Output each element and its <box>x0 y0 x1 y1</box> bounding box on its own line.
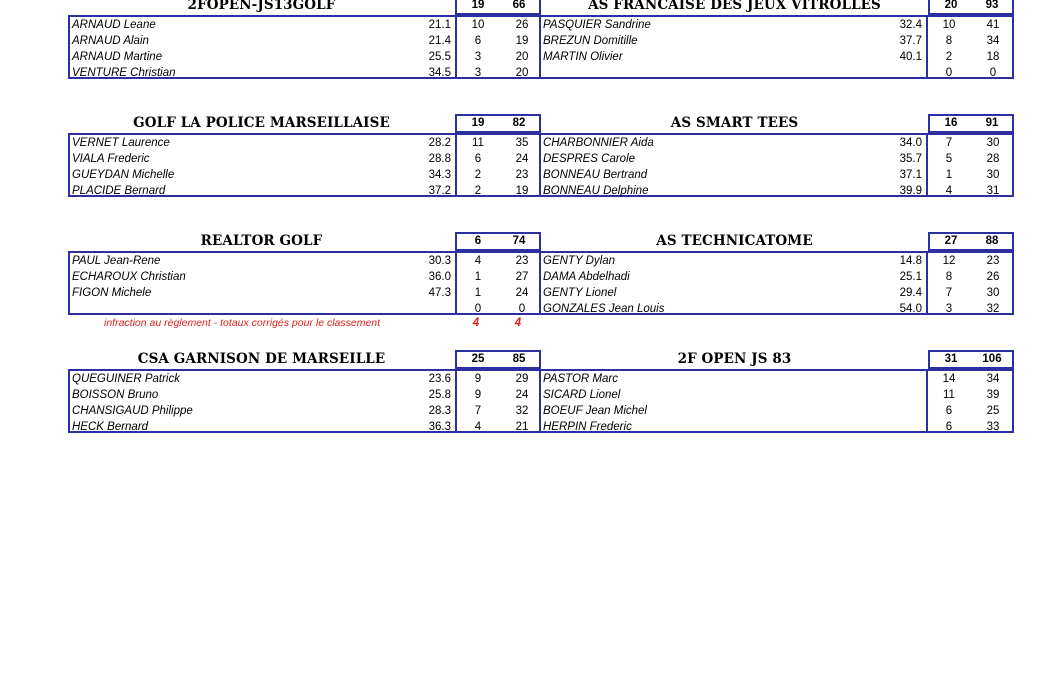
player-handicap: 29.4 <box>899 287 922 299</box>
player-score: 11 <box>472 137 484 149</box>
player-score: 0 <box>945 67 953 79</box>
player-table <box>68 369 541 433</box>
player-points: 25 <box>986 405 1000 417</box>
player-points: 41 <box>986 19 1000 31</box>
penalty-note: infraction au règlement - totaux corrigés pour le classement <box>104 317 381 329</box>
team-name: CSA GARNISON DE MARSEILLE <box>137 351 386 367</box>
team-name: AS FRANCAISE DES JEUX VITROLLES <box>588 0 881 13</box>
player-name: PASQUIER Sandrine <box>543 19 651 31</box>
player-handicap: 54.0 <box>899 303 922 315</box>
player-points: 35 <box>515 137 529 149</box>
player-points: 19 <box>515 185 529 197</box>
player-handicap: 35.7 <box>899 153 922 165</box>
player-name: FIGON Michele <box>72 287 152 299</box>
player-points: 27 <box>515 271 529 283</box>
player-name: BONNEAU Delphine <box>543 185 649 197</box>
player-name: ARNAUD Alain <box>72 35 149 47</box>
player-points: 0 <box>518 303 526 315</box>
player-points: 34 <box>986 373 1000 385</box>
player-handicap: 14.8 <box>899 255 922 267</box>
player-name: BREZUN Domitille <box>543 35 638 47</box>
player-score: 1 <box>474 287 482 299</box>
player-score: 2 <box>945 51 953 63</box>
player-score: 9 <box>474 373 482 385</box>
player-name: ARNAUD Martine <box>72 51 163 63</box>
player-points: 26 <box>515 19 529 31</box>
team-name: 2FOPEN-JS13GOLF <box>187 0 336 13</box>
player-name: MARTIN Olivier <box>543 51 623 63</box>
player-name: BONNEAU Bertrand <box>543 169 648 181</box>
player-score: 0 <box>474 303 482 315</box>
player-score: 4 <box>945 185 953 197</box>
player-score: 3 <box>474 51 482 63</box>
player-score: 6 <box>945 421 953 433</box>
player-row <box>70 18 539 34</box>
player-row <box>70 254 539 270</box>
player-handicap: 28.2 <box>428 137 451 149</box>
player-score: 5 <box>945 153 953 165</box>
team-score-box <box>928 350 1014 369</box>
team-score-box <box>455 0 541 15</box>
player-row <box>541 34 1010 50</box>
player-name: DAMA Abdelhadi <box>543 271 630 283</box>
team-score: 25 <box>471 353 485 365</box>
player-name: VIALA Frederic <box>72 153 150 165</box>
player-row <box>70 66 539 82</box>
player-points: 20 <box>515 51 529 63</box>
player-row <box>541 152 1010 168</box>
player-row <box>541 184 1010 200</box>
player-points: 24 <box>515 153 529 165</box>
player-points: 0 <box>989 67 997 79</box>
player-points: 39 <box>986 389 1000 401</box>
player-handicap: 25.1 <box>899 271 922 283</box>
player-name: GENTY Dylan <box>543 255 616 267</box>
team-name: AS TECHNICATOME <box>656 233 813 249</box>
player-table <box>68 15 541 79</box>
player-handicap: 28.3 <box>428 405 451 417</box>
team-score-box <box>455 114 541 133</box>
player-score: 6 <box>474 35 482 47</box>
player-row <box>70 286 539 302</box>
player-name: PAUL Jean-Rene <box>72 255 161 267</box>
player-table <box>68 251 541 315</box>
player-name: CHARBONNIER Aida <box>543 137 654 149</box>
player-row <box>70 388 539 404</box>
player-row <box>70 184 539 200</box>
player-name: GENTY Lionel <box>543 287 617 299</box>
player-points: 32 <box>986 303 1000 315</box>
player-points: 30 <box>986 287 1000 299</box>
player-row <box>541 254 1010 270</box>
player-handicap: 36.0 <box>428 271 451 283</box>
player-score: 12 <box>942 255 956 267</box>
team-header <box>68 232 541 251</box>
player-points: 19 <box>515 35 529 47</box>
player-score: 3 <box>945 303 953 315</box>
player-name: PASTOR Marc <box>543 373 618 385</box>
team-total: 106 <box>982 353 1002 365</box>
player-points: 32 <box>515 405 529 417</box>
player-handicap: 34.3 <box>428 169 451 181</box>
player-points: 23 <box>515 255 529 267</box>
player-points: 23 <box>986 255 1000 267</box>
player-handicap: 32.4 <box>899 19 922 31</box>
player-table <box>541 251 1014 315</box>
player-points: 28 <box>986 153 1000 165</box>
player-score: 10 <box>942 19 956 31</box>
player-row <box>70 372 539 388</box>
player-score: 3 <box>474 67 482 79</box>
team-total: 66 <box>512 0 526 11</box>
player-handicap: 23.6 <box>428 373 451 385</box>
player-row <box>541 168 1010 184</box>
team-name: AS SMART TEES <box>670 115 799 131</box>
player-handicap: 21.4 <box>428 35 451 47</box>
player-handicap: 40.1 <box>899 51 922 63</box>
player-score: 14 <box>942 373 956 385</box>
team-name: GOLF LA POLICE MARSEILLAISE <box>133 115 390 131</box>
player-score: 7 <box>945 287 953 299</box>
team-total: 82 <box>512 117 526 129</box>
team-name: REALTOR GOLF <box>200 233 323 249</box>
player-points: 30 <box>986 137 1000 149</box>
team-score-box <box>455 232 541 251</box>
player-handicap: 34.5 <box>428 67 451 79</box>
player-handicap: 47.3 <box>428 287 451 299</box>
team-score: 16 <box>944 117 958 129</box>
player-points: 21 <box>515 421 529 433</box>
player-points: 31 <box>986 185 1000 197</box>
player-name: SICARD Lionel <box>543 389 621 401</box>
player-score: 9 <box>474 389 482 401</box>
player-score: 1 <box>945 169 953 181</box>
player-table <box>68 133 541 197</box>
player-row <box>541 286 1010 302</box>
player-row <box>70 136 539 152</box>
player-handicap: 30.3 <box>428 255 451 267</box>
player-handicap: 37.1 <box>899 169 922 181</box>
player-row <box>541 270 1010 286</box>
player-row <box>70 404 539 420</box>
player-points: 24 <box>515 389 529 401</box>
player-points: 29 <box>515 373 529 385</box>
player-row <box>541 404 1010 420</box>
player-handicap: 21.1 <box>428 19 451 31</box>
player-score: 6 <box>945 405 953 417</box>
team-header <box>68 114 541 133</box>
player-row <box>541 302 1010 318</box>
player-points: 24 <box>515 287 529 299</box>
player-row <box>541 66 1010 82</box>
player-points: 26 <box>986 271 1000 283</box>
team-total: 93 <box>985 0 999 11</box>
team-score: 31 <box>944 353 958 365</box>
player-handicap: 34.0 <box>899 137 922 149</box>
corrected-total: 4 <box>514 317 522 329</box>
player-row <box>70 420 539 436</box>
team-score: 20 <box>944 0 958 11</box>
player-name: DESPRES Carole <box>543 153 636 165</box>
player-row <box>541 420 1010 436</box>
player-table <box>541 369 1014 433</box>
team-score: 19 <box>471 0 485 11</box>
player-row <box>70 152 539 168</box>
player-handicap: 25.5 <box>428 51 451 63</box>
player-name: QUEGUINER Patrick <box>72 373 180 385</box>
player-table <box>541 15 1014 79</box>
player-name: HERPIN Frederic <box>543 421 632 433</box>
player-row <box>70 50 539 66</box>
player-points: 20 <box>515 67 529 79</box>
team-name: 2F OPEN JS 83 <box>677 351 792 367</box>
player-handicap: 37.7 <box>899 35 922 47</box>
player-score: 6 <box>474 153 482 165</box>
player-name: GUEYDAN Michelle <box>72 169 175 181</box>
player-score: 4 <box>474 255 482 267</box>
team-score-box <box>928 114 1014 133</box>
player-row <box>541 136 1010 152</box>
player-row <box>70 270 539 286</box>
team-score-box <box>928 0 1014 15</box>
team-score-box <box>455 350 541 369</box>
team-header <box>68 0 541 15</box>
player-score: 7 <box>474 405 482 417</box>
player-score: 11 <box>943 389 955 401</box>
team-score-box <box>928 232 1014 251</box>
player-name: VERNET Laurence <box>72 137 170 149</box>
player-points: 18 <box>986 51 1000 63</box>
player-table <box>541 133 1014 197</box>
player-score: 8 <box>945 35 953 47</box>
player-score: 2 <box>474 169 482 181</box>
player-name: VENTURE Christian <box>72 67 176 79</box>
player-points: 33 <box>986 421 1000 433</box>
player-row <box>70 34 539 50</box>
player-handicap: 25.8 <box>428 389 451 401</box>
player-name: BOISSON Bruno <box>72 389 159 401</box>
player-score: 10 <box>471 19 485 31</box>
player-name: ECHAROUX Christian <box>72 271 186 283</box>
player-score: 8 <box>945 271 953 283</box>
team-header <box>541 232 1014 251</box>
player-handicap: 37.2 <box>428 185 451 197</box>
player-handicap: 28.8 <box>428 153 451 165</box>
team-header <box>68 350 541 369</box>
team-header <box>541 350 1014 369</box>
player-score: 7 <box>945 137 953 149</box>
player-points: 30 <box>986 169 1000 181</box>
team-total: 85 <box>512 353 526 365</box>
player-handicap: 36.3 <box>428 421 451 433</box>
player-name: PLACIDE Bernard <box>72 185 166 197</box>
player-points: 34 <box>986 35 1000 47</box>
player-row <box>70 168 539 184</box>
player-score: 4 <box>474 421 482 433</box>
team-score: 19 <box>471 117 485 129</box>
player-row <box>541 372 1010 388</box>
team-header <box>541 114 1014 133</box>
player-name: CHANSIGAUD Philippe <box>72 405 193 417</box>
player-points: 23 <box>515 169 529 181</box>
team-score: 6 <box>474 235 482 247</box>
team-total: 91 <box>985 117 999 129</box>
player-score: 2 <box>474 185 482 197</box>
player-row <box>70 302 539 318</box>
player-name: HECK Bernard <box>72 421 149 433</box>
player-row <box>541 388 1010 404</box>
player-row <box>541 50 1010 66</box>
team-total: 88 <box>985 235 999 247</box>
player-handicap: 39.9 <box>899 185 922 197</box>
corrected-score: 4 <box>472 317 480 329</box>
player-name: BOEUF Jean Michel <box>543 405 647 417</box>
player-name: ARNAUD Leane <box>72 19 156 31</box>
player-name: GONZALES Jean Louis <box>543 303 665 315</box>
team-total: 74 <box>512 235 526 247</box>
team-score: 27 <box>944 235 958 247</box>
player-row <box>541 18 1010 34</box>
player-score: 1 <box>474 271 482 283</box>
team-header <box>541 0 1014 15</box>
